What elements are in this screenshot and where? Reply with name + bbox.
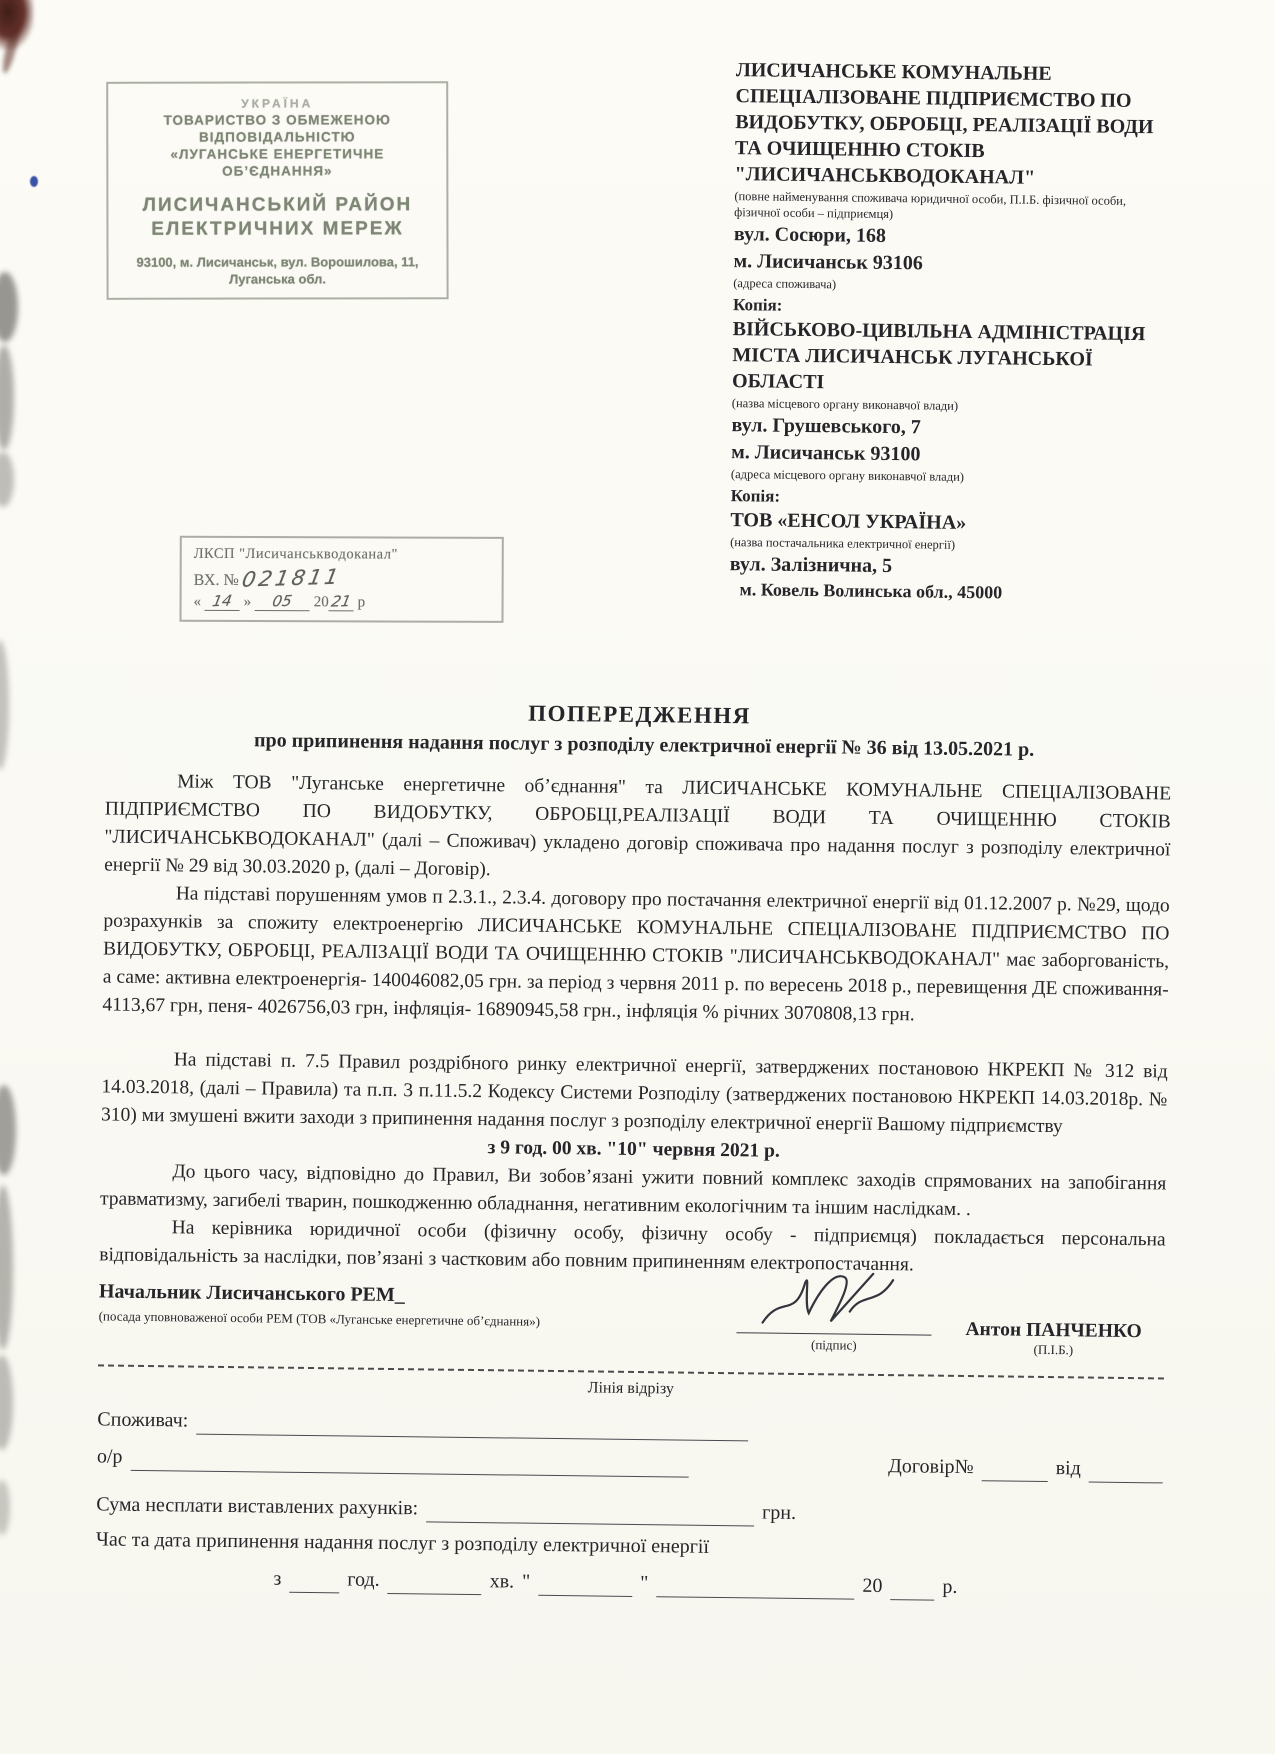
year-century: 20 [862,1574,883,1598]
admin-name-note: (назва місцевого органу виконавчої влади) [731,396,959,413]
consumer-address-note: (адреса споживача) [733,276,837,292]
document-title: ПОПЕРЕДЖЕННЯ [528,700,752,729]
signatory-name: Антон ПАНЧЕНКО [965,1319,1142,1343]
debt-amount-blank [426,1506,754,1526]
consumer-street: вул. Сосюри, 168 [733,223,887,247]
copy-label: Копія: [732,295,783,315]
incoming-month-handwritten: 05 [271,591,294,611]
supplier-city: м. Ковель Волинська обл., 45000 [739,579,1003,603]
signature-scrawl [754,1266,905,1334]
consumer-name: ЛИСИЧАНСЬКЕ КОМУНАЛЬНЕ СПЕЦІАЛІЗОВАНЕ ПІДПРИЄМСТВО ПО ВИДОБУТКУ, ОБРОБЦІ, РЕАЛІЗАЦІЇ ВОДИ ТА ОЧИЩЕННЮ СТОКІВ "ЛИСИЧАНСЬКВОДОКАНАЛ" [734,59,1154,189]
day-blank [538,1580,632,1597]
admin-street: вул. Грушевського, 7 [731,414,921,439]
incoming-number-label: ВХ. № [193,571,239,589]
date-quote-close: » [243,593,252,611]
incoming-century: 20 [313,594,329,611]
admin-address-note: (адреса місцевого органу виконавчої влади) [730,467,965,484]
contract-number-blank [981,1465,1047,1482]
incoming-year-handwritten: 21 [330,592,353,611]
minutes-blank [387,1578,481,1595]
incoming-stamp-org: ЛКСП "Лисичанськводоканал" [193,545,398,563]
document-body [95,767,1171,1603]
month-blank [656,1581,854,1599]
account-field-blank [130,1455,688,1478]
incoming-day-handwritten: 14 [211,591,234,611]
year-blank [890,1584,934,1601]
hours-blank [289,1577,339,1594]
paragraph-debt: На підставі порушенням умов п 2.3.1., 2.3.4. договору про постачання електричної енергії від 01.12.2007 р. №29, щодо розрахунків за спожиту електроенергію ЛИСИЧАНСЬКЕ КОМУНАЛЬНЕ СПЕЦІАЛІЗОВАНЕ ПІДПРИЄМСТВО ПО ВИДОБУТКУ, ОБРОБЦІ, РЕАЛІЗАЦІЇ ВОДИ ТА ОЧИЩЕННЮ СТОКІВ "ЛИСИЧАНСЬКВОДОКАНАЛ" має заборгованість, а саме: активна електроенергія- 140046082,05 грн. за період з червня 2011 р. по вересень 2018 р., перевищення ДЕ споживання- 4113,67 грн, пеня- 4026756,03 грн, інфляція- 16890945,58 грн., інфляція % річних 3070808,13 грн. [102,883,1170,1026]
stamp-country: УКРАЇНА [241,96,314,111]
stamp-org-line: ТОВАРИСТВО З ОБМЕЖЕНОЮ [163,112,391,128]
consumer-city: м. Лисичанськ 93106 [733,250,923,275]
incoming-year-suffix: р [357,594,366,611]
paragraph-obligations: До цього часу, відповідно до Правил, Ви зобов’язані ужити повний комплекс заходів спрямованих на запобігання травматизму, загибелі тварин, пошкодженню обладнання, негативним екологічним та іншим наслідкам. . [99,1161,1167,1221]
minutes-label: хв. [489,1570,515,1593]
copy-label: Копія: [730,486,781,506]
datetime-field-label: Час та дата припинення надання послуг з розподілу електричної енергії [95,1528,710,1558]
stamp-org-line: «ЛУГАНСЬКЕ ЕНЕРГЕТИЧНЕ [170,146,385,162]
stamp-org-line: ВІДПОВІДАЛЬНІСТЮ [198,129,356,145]
tearoff-form [95,1405,1163,1603]
stamp-org-line: ОБ’ЄДНАННЯ» [222,163,333,179]
paragraph-legal-basis: На підставі п. 7.5 Правил роздрібного ринку електричної енергії, затверджених постановою НКРЕКП № 312 від 14.03.2018, (далі – Правила) та п.п. 3 п.11.5.2 Кодексу Системи Розподілу (затверджених постановою НКРЕКП 14.03.2018р. № 310) ми змушені вжити заходи з припинення надання послуг з розподілу електричної енергії Вашому підприємству [100,1049,1168,1138]
date-quote-open: « [193,593,202,610]
year-suffix: р. [942,1575,958,1598]
day-quote-open: " [521,1570,531,1593]
consumer-name-note: (повне найменування споживача юридичної особи, П.І.Б. фізичної особи, фізичної особи – підприємця) [734,189,1127,222]
incoming-number-handwritten: 021811 [240,564,344,592]
sender-org-stamp [106,81,448,300]
from-word: з [273,1567,282,1590]
stamp-branch-line: ЕЛЕКТРИЧНИХ МЕРЕЖ [151,218,404,240]
position-note: (посада уповноваженої особи РЕМ (ТОВ «Луганське енергетичне об’єднання») [98,1308,541,1329]
contract-date-blank [1089,1467,1163,1484]
account-field-label: о/р [96,1445,123,1468]
debt-field-label: Сума несплати виставлених рахунків: [96,1493,419,1520]
stamp-branch-line: ЛИСИЧАНСЬКИЙ РАЙОН [142,194,413,216]
supplier-name-note: (назва постачальника електричної енергії) [730,535,956,552]
supplier-street: вул. Залізнична, 5 [729,553,893,578]
supplier-name: ТОВ «ЕНСОЛ УКРАЇНА» [730,509,967,534]
currency-label: грн. [761,1501,797,1524]
document-subtitle: про припинення надання послуг з розподілу електричної енергії № 36 від 13.05.2021 р. [253,729,1035,761]
admin-name: ВІЙСЬКОВО-ЦИВІЛЬНА АДМІНІСТРАЦІЯ МІСТА ЛИСИЧАНСЬК ЛУГАНСЬКОЇ ОБЛАСТІ [731,318,1146,394]
signatory-name-note: (П.І.Б.) [1033,1341,1074,1358]
contract-date-label: від [1055,1457,1081,1480]
day-quote-close: " [640,1572,649,1595]
signatory-position: Начальник Лисичанського РЕМ_ [98,1280,405,1307]
paragraph-responsibility: На керівника юридичної особи (фізичну особу, фізичну особу - підприємця) покладається персональна відповідальність за наслідки, пов’язані з частковим або повним припиненням електропостачання. [99,1217,1166,1276]
consumer-field-label: Споживач: [97,1408,189,1432]
cut-line-label: Лінія відрізу [587,1379,674,1398]
paragraph-contract: Між ТОВ "Луганське енергетичне об’єднання" та ЛИСИЧАНСЬКЕ КОМУНАЛЬНЕ СПЕЦІАЛІЗОВАНЕ ПІДПРИЄМСТВО ПО ВИДОБУТКУ, ОБРОБЦІ,РЕАЛІЗАЦІЇ ВОДИ ТА ОЧИЩЕННЮ СТОКІВ "ЛИСИЧАНСЬКВОДОКАНАЛ" (далі – Споживач) укладено договір споживача про надання послуг з розподілу електричної енергії № 29 від 30.03.2020 р, (далі – Договір). [104,771,1172,881]
stamp-address-line: Луганська обл. [229,271,327,287]
disconnection-deadline: з 9 год. 00 хв. "10" червня 2021 р. [487,1137,780,1162]
consumer-field-blank [196,1419,748,1442]
hours-label: год. [347,1568,380,1591]
stamp-address-line: 93100, м. Лисичанськ, вул. Ворошилова, 11, [136,254,419,270]
incoming-registration-stamp [180,536,504,623]
recipient-block [729,57,1168,606]
contract-field-label: Договір№ [888,1455,974,1479]
admin-city: м. Лисичанськ 93100 [731,441,921,466]
signature-note: (підпис) [810,1337,857,1353]
